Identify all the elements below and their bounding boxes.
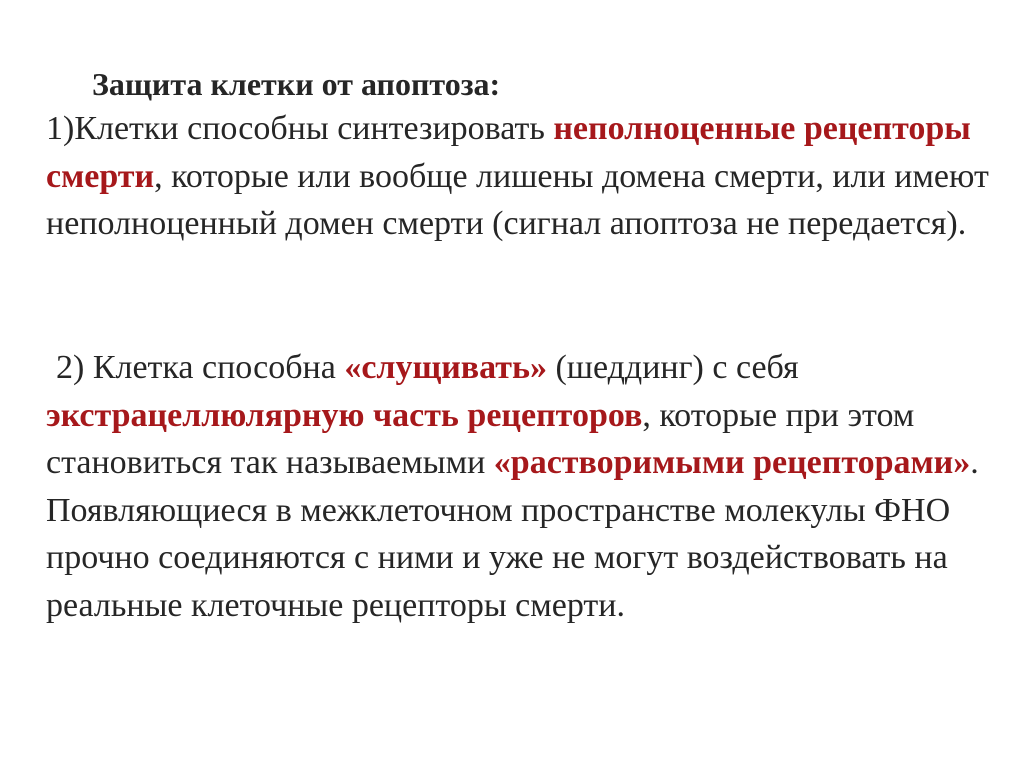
point-2-text-1: 2) Клетка способна [56,349,345,386]
point-1-paragraph [46,105,996,248]
point-2-paragraph [46,344,996,629]
point-1-highlight-1: неполноценные рецепторы смерти [46,110,971,195]
point-1-text-2: , которые или вообще лишены домена смерти, или имеют неполноценный домен смерти (сигнал апоптоза не передается). [46,157,989,242]
point-2-highlight-1: «слущивать» [344,349,547,386]
point-2-text-2: (шеддинг) с себя [546,349,799,386]
slide-title: Защита клетки от апоптоза: [92,66,501,102]
point-2-highlight-2: экстрацеллюлярную часть рецепторов [46,396,643,434]
point-2-text-3: , которые при этом становиться так называемыми [46,396,915,481]
point-1-text-1: 1)Клетки способны синтезировать [46,110,554,147]
point-2-highlight-3: «растворимыми рецепторами» [493,444,971,481]
point-2-text-4: . Появляющиеся в межклеточном пространстве молекулы ФНО прочно соединяются с ними и уже не могут воздействовать на реальные клеточные рецепторы смерти. [46,444,979,624]
